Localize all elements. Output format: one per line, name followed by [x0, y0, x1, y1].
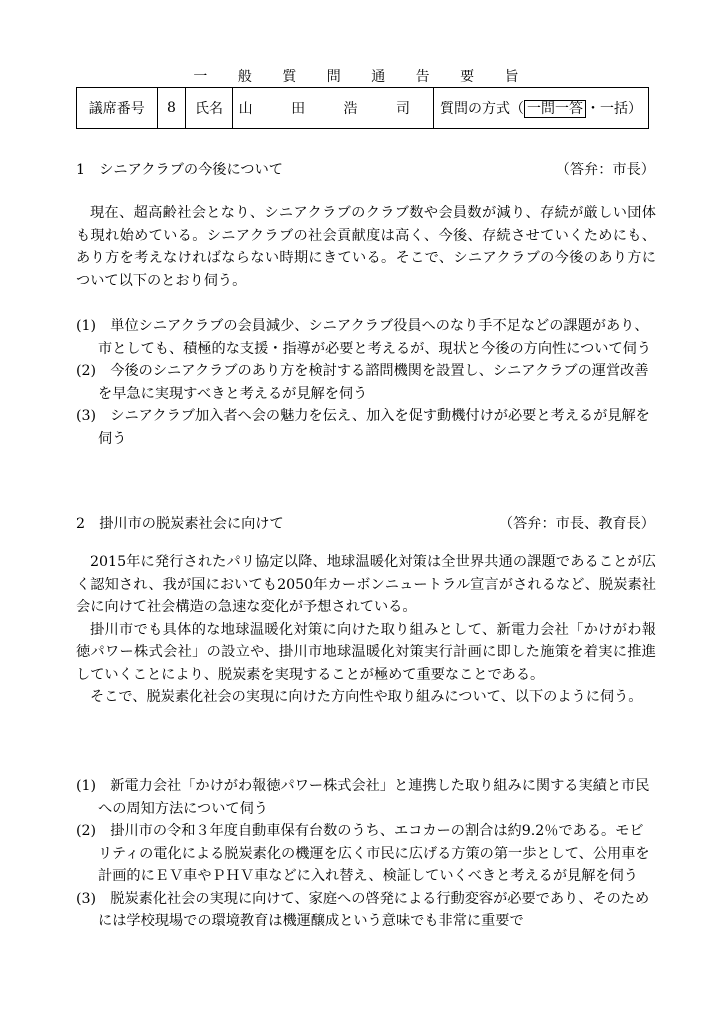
question-method: [434, 88, 649, 129]
section-1-item-2: (2) 今後のシニアクラブのあり方を検討する諮問機関を設置し、シニアクラブの運営改善を早急に実現すべきと考えるが見解を伺う: [76, 363, 649, 402]
section-2-heading-row: [76, 513, 655, 533]
section-1-heading: 1 シニアクラブの今後について: [76, 162, 283, 178]
section-2-responder: （答弁：市長、教育長）: [498, 516, 655, 532]
section-2-paragraph-2: 掛川市でも具体的な地球温暖化対策に向けた取り組みとして、新電力会社「かけがわ報徳パワー株式会社」の設立や、掛川市地球温暖化対策実行計画に即した施策を着実に推進していくことにより、脱炭素を実現することが極めて重要なことである。: [76, 621, 656, 683]
section-2-heading: 2 掛川市の脱炭素社会に向けて: [76, 516, 284, 532]
section-1-responder: （答弁：市長）: [555, 162, 655, 178]
section-1-item-1: (1) 単位シニアクラブの会員減少、シニアクラブ役員へのなり手不足などの課題があり、市としても、積極的な支援・指導が必要と考えるが、現状と今後の方向性について伺う: [76, 318, 652, 357]
method-label: 質問の方式（: [440, 101, 524, 117]
seat-label: 議席番号: [77, 88, 158, 129]
section-2-item-1: (1) 新電力会社「かけがわ報徳パワー株式会社」と連携した取り組みに関する実績と市民への周知方法について伺う: [76, 778, 650, 817]
name-label: 氏名: [186, 88, 232, 129]
section-2-paragraph-1: 2015年に発行されたパリ協定以降、地球温暖化対策は全世界共通の課題であることが広く認知され、我が国においても2050年カーボンニュートラル宣言がされるなど、脱炭素社会に向けて社会構造の急速な変化が予想されている。: [76, 554, 656, 615]
method-other: 一括）: [600, 101, 642, 117]
section-2-body: [76, 551, 656, 709]
member-name: 山 田 浩 司: [232, 88, 433, 129]
section-1-body: [76, 202, 656, 292]
section-2-item-3: (3) 脱炭素化社会の実現に向けて、家庭への啓発による行動変容が必要であり、そのためには学校現場での環境教育は機運醸成という意味でも非常に重要で: [76, 890, 650, 929]
method-separator: ・: [586, 101, 600, 117]
section-1-paragraph: 現在、超高齢社会となり、シニアクラブのクラブ数や会員数が減り、存続が厳しい団体も現れ始めている。シニアクラブの社会貢献度は高く、今後、存続させていくためにも、あり方を考えなければならない時期にきている。そこで、シニアクラブの今後のあり方について以下のとおり伺う。: [76, 205, 656, 289]
section-2-item-2: (2) 掛川市の令和３年度自動車保有台数のうち、エコカーの割合は約9.2％である。モビリティの電化による脱炭素化の機運を広く市民に広げる方策の第一歩として、公用車を計画的にＥＶ車やＰＨＶ車などに入れ替え、検証していくべきと考えるが見解を伺う: [76, 823, 650, 884]
document-title: 一 般 質 問 通 告 要 旨: [193, 69, 532, 85]
section-2-items: [76, 775, 656, 933]
section-1-items: [76, 315, 656, 450]
header-table: [76, 87, 649, 129]
method-selected: 一問一答: [524, 100, 586, 118]
section-2-paragraph-3: そこで、脱炭素化社会の実現に向けた方向性や取り組みについて、以下のように伺う。: [90, 689, 643, 705]
seat-number: 8: [157, 88, 186, 129]
section-1-heading-row: [76, 159, 655, 179]
section-1-item-3: (3) シニアクラブ加入者へ会の魅力を伝え、加入を促す動機付けが必要と考えるが見解を伺う: [76, 408, 650, 447]
